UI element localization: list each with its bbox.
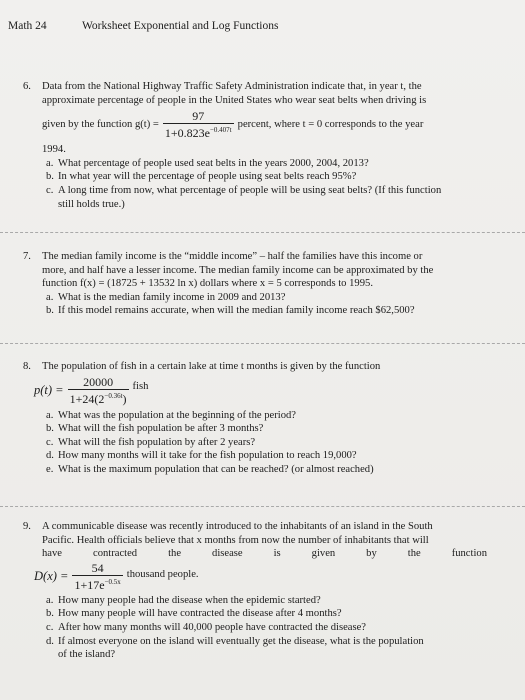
problem-text: The median family income is the “middle income” – half the families have this income or bbox=[42, 251, 423, 262]
fish-function bbox=[34, 376, 510, 406]
part-a: a. What is the median family income in 2009 and 2013? bbox=[46, 291, 286, 303]
problem-text: A communicable disease was recently introduced to the inhabitants of an island in the South bbox=[42, 521, 433, 532]
problem-6 bbox=[0, 80, 510, 211]
problem-text: more, and half have a lesser income. The median family income can be approximated by the bbox=[42, 264, 434, 276]
worksheet-title: Worksheet Exponential and Log Functions bbox=[82, 20, 279, 32]
fraction-numerator: 97 bbox=[192, 109, 205, 124]
divider bbox=[0, 506, 525, 507]
function-line bbox=[42, 110, 510, 140]
part-c: c. What will the fish population by after 2 years? bbox=[46, 436, 256, 448]
exponent: −0.407t bbox=[209, 126, 232, 135]
problem-8 bbox=[0, 360, 510, 477]
disease-function bbox=[34, 562, 510, 592]
part-c: c. After how many months will 40,000 people have contracted the disease? bbox=[46, 621, 367, 633]
problem-text: have contracted the disease is given by the function bbox=[42, 548, 487, 560]
problem-number: 8. bbox=[23, 361, 31, 372]
fraction-numerator: 54 bbox=[91, 560, 104, 575]
function-label: D(x) = bbox=[34, 568, 69, 583]
part-d: d. If almost everyone on the island will eventually get the disease, what is the population of the island? bbox=[46, 635, 424, 661]
problem-text: approximate percentage of people in the United States who wear seat belts when driving is bbox=[42, 94, 427, 106]
function-label: p(t) = bbox=[34, 382, 64, 397]
part-b: b. How many people will have contracted the disease after 4 months? bbox=[46, 608, 342, 620]
part-b: b. If this model remains accurate, when will the median family income reach $62,500? bbox=[46, 305, 415, 317]
part-a: a. What was the population at the beginning of the period? bbox=[46, 409, 296, 421]
fraction-numerator: 20000 bbox=[83, 374, 114, 389]
page-header bbox=[8, 20, 279, 32]
problem-9 bbox=[0, 520, 510, 662]
exponent: −0.36t bbox=[104, 391, 123, 400]
seatbelt-fraction bbox=[163, 110, 234, 140]
fraction-denominator: $1+24(2^{-0.36t})$ bbox=[68, 389, 129, 406]
problem-text: Pacific. Health officials believe that x months from now the number of inhabitants that will bbox=[42, 534, 429, 546]
disease-fraction bbox=[72, 562, 122, 592]
part-b: b. What will the fish population be after 3 months? bbox=[46, 423, 264, 435]
function-label: given by the function g(t) = bbox=[42, 119, 159, 131]
function-line: function f(x) = (18725 + 13532 ln x) dollars where x = 5 corresponds to 1995. bbox=[42, 278, 373, 290]
problem-text: Data from the National Highway Traffic Safety Administration indicate that, in year t, the bbox=[42, 81, 422, 92]
problem-number: 9. bbox=[23, 521, 31, 532]
function-units: fish bbox=[132, 380, 149, 392]
fish-fraction bbox=[68, 376, 129, 406]
function-units: thousand people. bbox=[126, 568, 199, 580]
course-name: Math 24 bbox=[8, 20, 47, 32]
divider bbox=[0, 232, 525, 233]
part-a: a. How many people had the disease when the epidemic started? bbox=[46, 594, 321, 606]
problem-number: 6. bbox=[23, 81, 31, 92]
fraction-denominator: $1+0.823e^{-0.407t}$ bbox=[163, 123, 234, 140]
part-b: b. In what year will the percentage of people using seat belts reach 95%? bbox=[46, 171, 357, 183]
problem-text: The population of fish in a certain lake at time t months is given by the function bbox=[42, 361, 381, 372]
problem-number: 7. bbox=[23, 251, 31, 262]
part-a: a. What percentage of people used seat belts in the years 2000, 2004, 2013? bbox=[46, 157, 369, 169]
divider bbox=[0, 343, 525, 344]
fraction-denominator: $1+17e^{-0.5x}$ bbox=[72, 575, 122, 592]
part-d: d. How many months will it take for the fish population to reach 19,000? bbox=[46, 450, 357, 462]
function-units: percent, where t = 0 corresponds to the year bbox=[237, 119, 424, 131]
exponent: −0.5x bbox=[104, 577, 121, 586]
problem-7 bbox=[0, 250, 510, 318]
part-e: e. What is the maximum population that can be reached? (or almost reached) bbox=[46, 463, 374, 475]
part-c: c. A long time from now, what percentage of people will be using seat belts? (If this function still holds true.) bbox=[46, 184, 442, 210]
problem-text: 1994. bbox=[42, 144, 66, 156]
